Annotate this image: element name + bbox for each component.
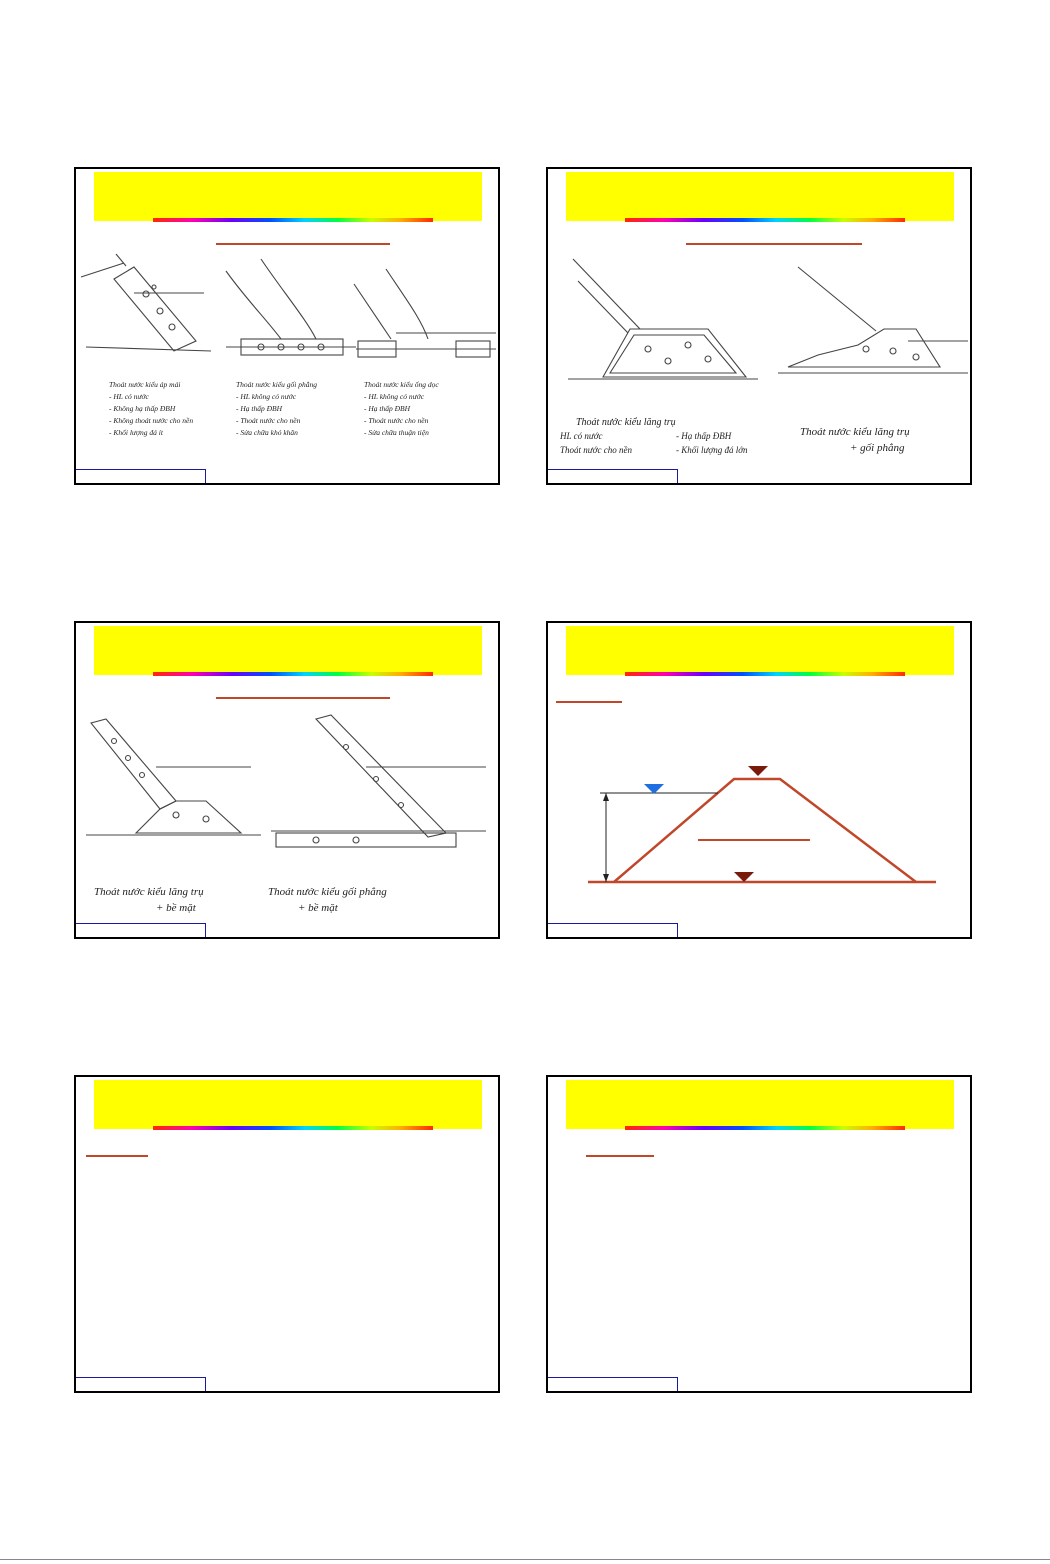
svg-text:+ bề mặt (298, 902, 339, 914)
rainbow-divider (153, 1126, 433, 1130)
svg-text:- Thoát nước cho nền (236, 416, 301, 425)
svg-text:Thoát nước kiểu lăng trụ (576, 417, 676, 428)
slide-1 (74, 167, 500, 485)
caption-prism-drainage (559, 417, 748, 455)
page-bottom-rule (0, 1559, 1050, 1560)
caption-line: + gối phẳng (850, 442, 905, 454)
section-label-underline (86, 1155, 148, 1157)
prism-surface-drainage-sketch (86, 719, 261, 835)
slide-footer (548, 469, 678, 483)
caption-prism-surface-drainage (94, 886, 204, 914)
svg-text:- HL có nước (109, 392, 149, 401)
caption-pipe-drainage (364, 380, 439, 437)
dam-outline (614, 779, 916, 882)
section-label-underline (586, 1155, 654, 1157)
caption-slope-drainage (109, 380, 193, 437)
caption-line: Thoát nước kiểu áp mái (109, 380, 181, 389)
caption-line: HL có nước (560, 431, 603, 441)
slide-footer (76, 923, 206, 937)
rainbow-divider (625, 1126, 905, 1130)
svg-text:- HL không có nước (236, 392, 297, 401)
slope-drainage-sketch (81, 254, 211, 351)
dam-cross-section-diagram (548, 623, 972, 939)
slide-2 (546, 167, 972, 485)
caption-line: - Khối lượng đá lớn (676, 445, 748, 455)
svg-text:- HL không có nước (364, 392, 425, 401)
slide-3 (74, 621, 500, 939)
svg-text:- Sửa chữa thuận tiện (364, 428, 429, 437)
caption-line: - Không hạ thấp ĐBH (109, 404, 176, 413)
caption-line: Thoát nước kiểu gối phẳng (236, 380, 318, 389)
svg-text:- Không hạ thấp ĐBH (109, 404, 176, 413)
caption-line: - Thoát nước cho nền (364, 416, 429, 425)
caption-line: - HL có nước (109, 392, 149, 401)
caption-blanket-drainage (236, 380, 317, 437)
svg-text:+ bề mặt (156, 902, 197, 914)
caption-line: Thoát nước kiểu gối phẳng (268, 886, 387, 898)
caption-line: - Hạ thấp ĐBH (236, 404, 283, 413)
prism-drainage-sketch (568, 259, 758, 379)
slide-footer (548, 923, 678, 937)
svg-text:Thoát nước kiểu lăng trụ (94, 886, 204, 898)
caption-line: - Sửa chữa thuận tiện (364, 428, 429, 437)
caption-line: - Không thoát nước cho nền (109, 416, 194, 425)
caption-line: Thoát nước kiểu lăng trụ (576, 417, 676, 428)
caption-line: Thoát nước kiểu lăng trụ (800, 426, 910, 438)
slide-6 (546, 1075, 972, 1393)
slide-footer (76, 1377, 206, 1391)
base-elevation-marker (734, 872, 754, 882)
caption-line: + bề mặt (156, 902, 196, 914)
surface-drainage-figure (76, 623, 500, 939)
caption-line: Thoát nước kiểu ống dọc (364, 380, 439, 389)
svg-text:- Khối lượng đá ít (109, 428, 164, 437)
slide-footer (76, 469, 206, 483)
svg-text:- Hạ thấp ĐBH (676, 431, 732, 441)
caption-line: - Sửa chữa khó khăn (236, 428, 298, 437)
svg-text:- Sửa chữa khó khăn (236, 428, 298, 437)
dimension-arrow-top (603, 793, 609, 801)
caption-line: - Khối lượng đá ít (109, 428, 163, 437)
slide-4 (546, 621, 972, 939)
blanket-surface-drainage-sketch (271, 715, 486, 847)
caption-prism-blanket-drainage (800, 426, 910, 454)
caption-line: - Thoát nước cho nền (236, 416, 301, 425)
caption-line: + bề mặt (298, 902, 338, 914)
svg-text:Thoát nước cho nền (560, 445, 632, 455)
crest-elevation-marker (748, 766, 768, 776)
svg-text:Thoát nước kiểu ống dọc (364, 380, 439, 389)
caption-line: - Hạ thấp ĐBH (364, 404, 411, 413)
svg-text:- Khối lượng đá lớn (676, 445, 748, 455)
svg-text:Thoát nước kiểu gối phẳng (268, 886, 387, 898)
caption-blanket-surface-drainage (268, 886, 387, 914)
caption-line: - HL không có nước (236, 392, 297, 401)
svg-text:Thoát nước kiểu gối phẳng (236, 380, 317, 389)
caption-line: - Hạ thấp ĐBH (676, 431, 732, 441)
svg-text:- Hạ thấp ĐBH (364, 404, 411, 413)
caption-line: Thoát nước cho nền (560, 445, 632, 455)
pipe-drainage-sketch (354, 269, 496, 357)
svg-text:HL có nước (559, 431, 603, 441)
svg-text:- Thoát nước cho nền (364, 416, 429, 425)
blanket-drainage-sketch (226, 259, 356, 355)
slide-title-bar (566, 1080, 954, 1129)
drainage-types-figure (76, 169, 500, 485)
svg-text:+ gối phẳng (850, 442, 905, 454)
caption-line: - HL không có nước (364, 392, 425, 401)
slide-footer (548, 1377, 678, 1391)
prism-drainage-figure (548, 169, 972, 485)
caption-line: Thoát nước kiểu lăng trụ (94, 886, 204, 898)
prism-blanket-drainage-sketch (778, 267, 968, 373)
svg-text:- Hạ thấp ĐBH (236, 404, 283, 413)
svg-text:Thoát nước kiểu áp mái (109, 380, 180, 389)
svg-text:- Không thoát nước cho nền (109, 416, 193, 425)
slide-title-bar (94, 1080, 482, 1129)
svg-text:Thoát nước kiểu lăng trụ (800, 426, 910, 438)
slide-5 (74, 1075, 500, 1393)
